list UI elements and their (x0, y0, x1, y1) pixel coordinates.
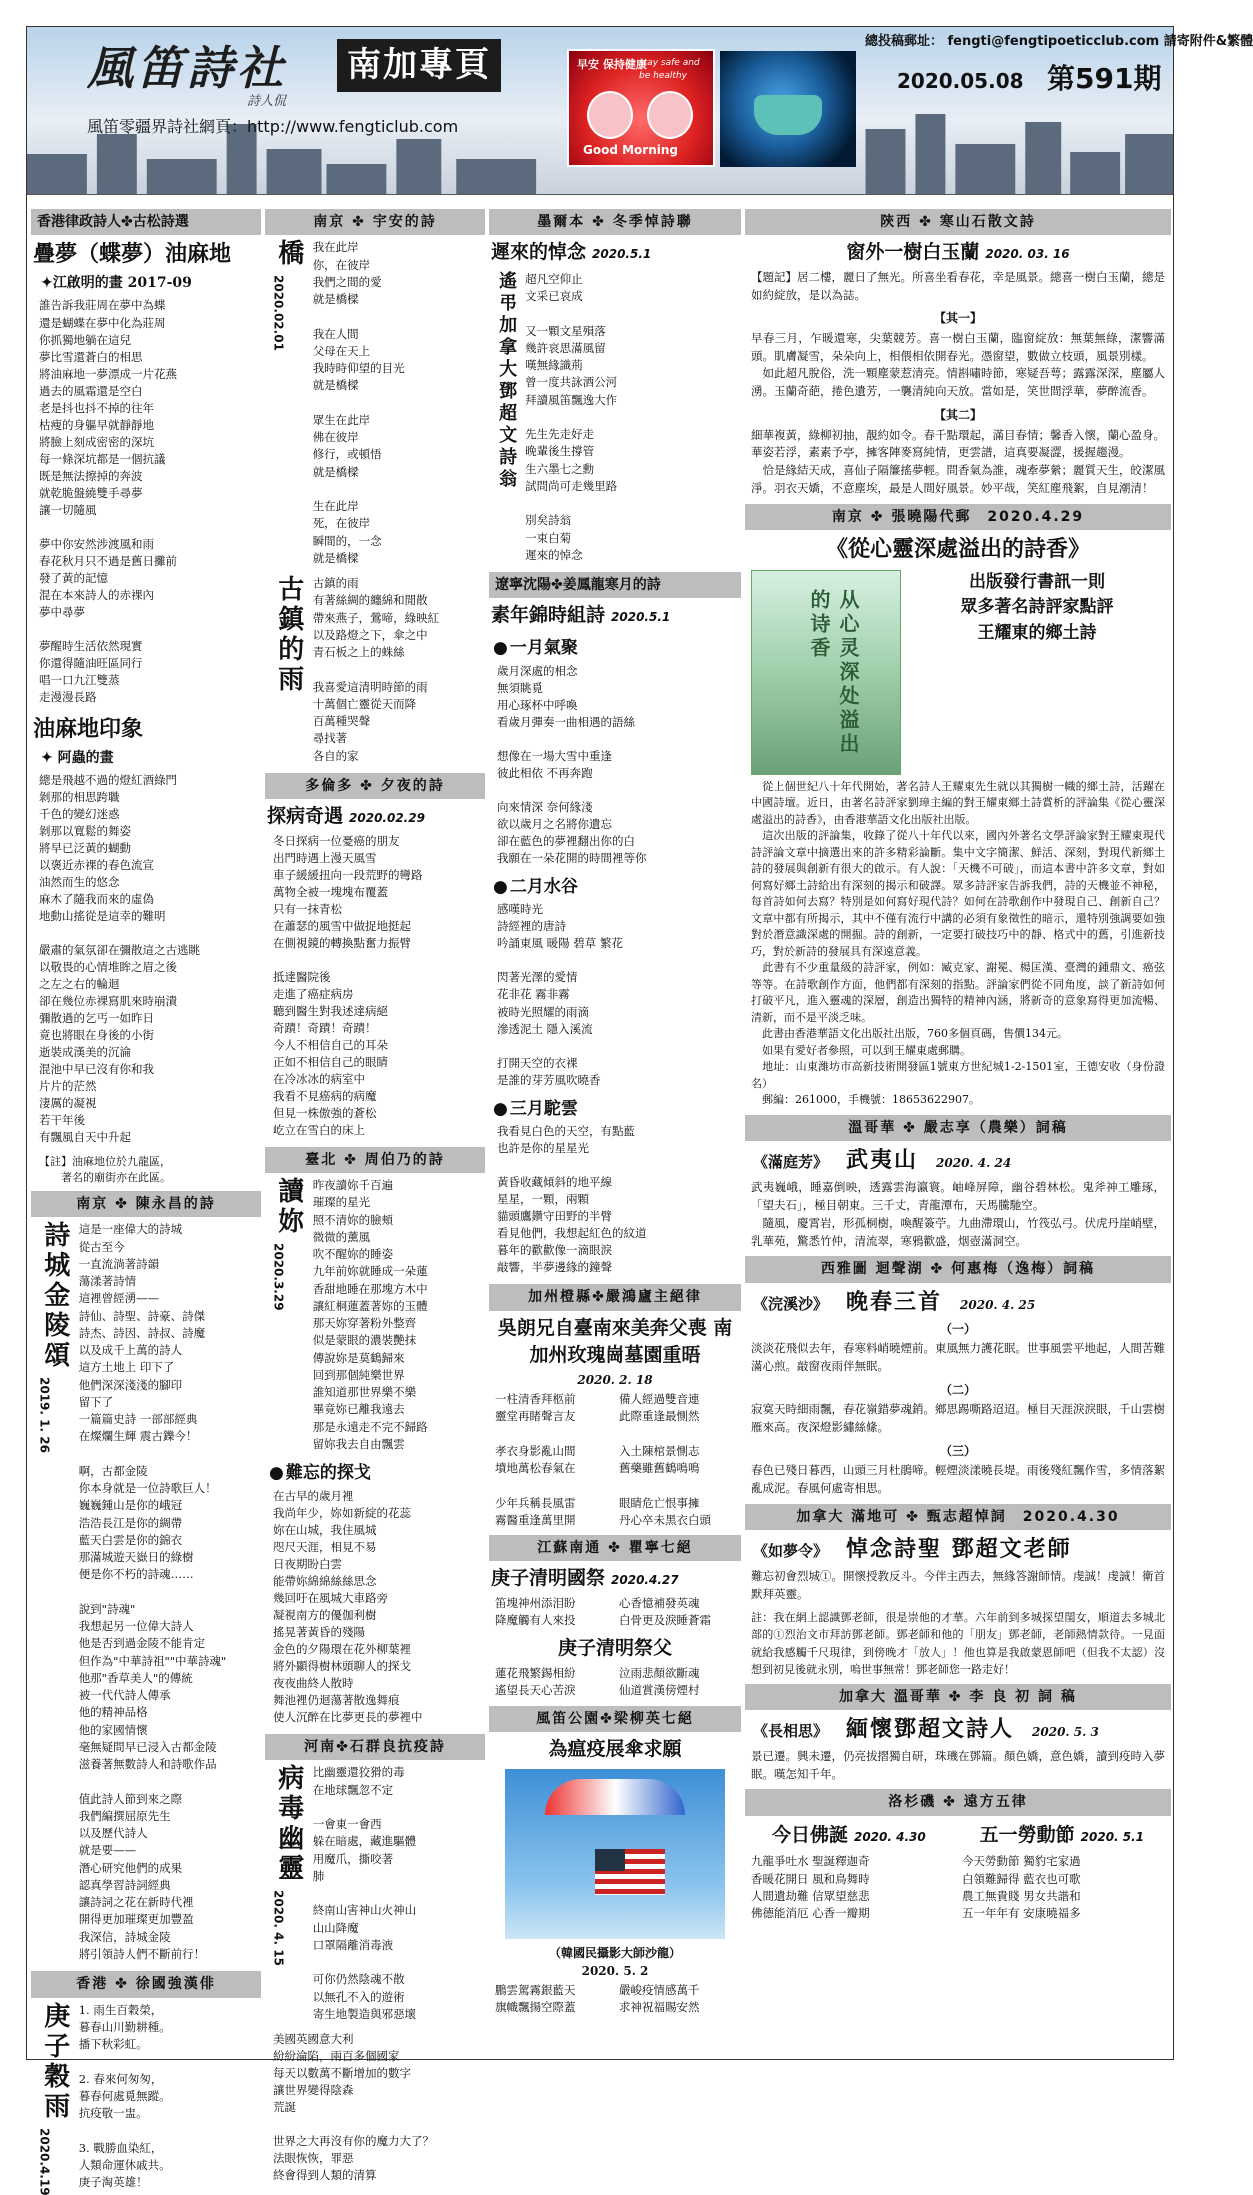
poem-title-text: 今日佛誕 (771, 1823, 848, 1846)
essay-body: 細華複黃，綠柳初抽，靚約如令。春千點環起，滿目春情；馨香入懷，蘭心盈身。華姿若浮，素素予亭，擁客陣麥寫純情，更雲譜，這真要凝澀，援握趨漫。 恰是緣結天成，喜仙子隔簾搖夢輕。問香氣為誰，魂牽夢縈；麗質天生，皎潔風淨。羽衣天嬌，不意塵埃，最是人間好風景。妙平哉，笑紅塵飛絮，自見潮清！ (751, 427, 1165, 495)
section-header-text: 加拿大 滿地可 ✤ 甄志超悼詞 (796, 1508, 1007, 1525)
poem-lines-left: 一柱清香拜柩前 靈堂再睹聲言友 孝衣身影亂山間 墳地萬松春氣在 少年兵稱長風雷 霧醫重逢萬里開 (495, 1392, 576, 1527)
section-header: 南京 ✤ 宇安的詩 (265, 209, 485, 235)
poem-title (491, 602, 739, 630)
section-header-text: 南京 ✤ 張曉陽代郵 (831, 508, 972, 525)
ci-date: 2020. 4. 25 (960, 1297, 1036, 1312)
poem-body (495, 1391, 735, 1529)
poem-block (493, 271, 737, 564)
ci-tune: 《如夢令》 (753, 1541, 829, 1560)
poem-body: 昨夜讀妳千百遍 璀璨的星光 照不清妳的臉頰 微微的薰風 吹不醒妳的睡姿 九年前妳就睡成一朵蓮 香甜地睡在那塊方木中 讓紅桐蓮蓋著妳的玉體 那天妳穿著粉外整齊 似是蒙眼的濃裝艷抹 傳說妳是莫鶴歸來 回到那個純樂世界 誰知道那世界樂不樂 畢竟妳已離我遠去 那是永遠走不完不歸路 留妳我去自由飄雲 (312, 1178, 428, 1451)
poem-body (495, 1595, 735, 1630)
ci-body: 武夷巍峨，睡嘉倒映，透露雲海瀛寰。岫峰屏障，幽谷碧林松。鬼斧神工雕琢，「望夫石」，極目朝東。三千丈，青龍潭布，天馬騰馳空。 隨風，慶霄岩，形孤桐樹，喚醒簽苧。九曲滯環山，竹筏弘弓。伏虎丹崖峭壁，乳華苑，驚悉竹仲，清流翠，寒鴉歡盛，烟壺滿洞空。 (751, 1180, 1165, 1248)
poem-body: 超凡空仰止 文采已哀成 又一顆文星殞落 幾許哀思滿風留 嘆無緣識荊 曾一度共詠酒公河 拜讀風笛飄逸大作 先生先走好走 晚輩後生撐管 生六墨七之勳 試問尚可走幾里路 別矣詩翁 一束白菊 遲來的悼念 (525, 271, 618, 562)
poem-body: 古鎮的雨 有著絲綢的纏綿和閒散 帶來燕子，鶯啼，綠映紅 以及路燈之下，傘之中 青石板之上的蛛絲 我喜愛這清明時節的雨 十萬個亡靈從天而降 百萬種哭聲 尋找著 各自的家 (312, 576, 440, 763)
poem-title: 為瘟疫展傘求願 (548, 1737, 682, 1760)
poem-date: 2019. 1. 26 (37, 1377, 52, 1454)
ci-body: 春色已殘日暮西，山頭三月杜鵑啼。輕煙淡漾曉長堤。雨後殘紅飄作雪，多情落絮亂成泥。春風何處寄相思。 (751, 1462, 1165, 1495)
poem-title: 讀妳 (273, 1177, 304, 1238)
section-title: 南加專頁 (337, 39, 501, 92)
poem-date: 2020.02.29 (349, 811, 425, 826)
book-title: 《從心靈深處溢出的詩香》 (825, 537, 1090, 563)
poem-title (491, 239, 739, 267)
issue-number: 第591期 (1047, 62, 1162, 95)
ci-body: 難忘初會烈城①。開懷授教反斗。今伴主西去，無緣答謝師情。虔誠！虔誠！衛首默拜英靈。 (751, 1568, 1165, 1601)
poem-title-text: 庚子清明國祭 (491, 1567, 606, 1590)
section-header: 溫哥華 ✤ 嚴志享（農樂）詞稿 (745, 1115, 1171, 1141)
ci-note: 註：我在網上認識鄧老師，很是崇他的才華。六年前到多城探望閨女，順道去多城北部的①烈治文市拜訪鄧老師。鄧老師和他的「朋友」鄧老師，老師熱情款待。一見面就給我感觸千尺現律，到傍晚才「放人」！他也算是我啟蒙恩師吧（但我不太認）沒想到初見後就永別，嗚世事無常！鄧老師您一路走好！ (751, 1611, 1165, 1676)
section-marker: （二） (939, 1382, 976, 1397)
poem-body: 總是飛越不過的燈紅酒綠門 剝那的相思跨職 千色的變幻迷惑 剝那以寬鬆的舞姿 將早已泛黃的蝴動 以褒近赤裸的春色流宣 油然而生的悠念 麻木了隨我而來的虛偽 地動山搖從是這幸的難明 嚴肅的氣氛卻在彌散這之古逃眺 以敬畏的心情堆眸之眉之後 之左之右的輪迴 卻在幾位赤裸寫肌來時崩潰 彌散過的乞丐一如昨日 竟也將眼在身後的小街 逝裝成漢美的沉淪 混池中早已沒有你和我 片片的茫然 淒厲的凝視 若干年後 有飄風自天中升起 (39, 773, 200, 1145)
section-header: 西雅圖 迴聲湖 ✤ 何惠梅（逸梅）詞稿 (745, 1256, 1171, 1282)
poem-body (495, 1665, 735, 1700)
section-header: 臺北 ✤ 周伯乃的詩 (265, 1147, 485, 1173)
poem-title-text: 五一勞動節 (979, 1823, 1075, 1846)
issue-date: 2020.05.08 (897, 69, 1024, 93)
poem-title: 庚子清明祭父 (557, 1637, 672, 1660)
poem-lines-right: 今天勞動節 獨豹宅家過 白領難歸得 藍衣也可歌 農工無貴賤 男女共諧和 五一年年有 安康曉福多 (962, 1854, 1081, 1921)
ci-tune: 《滿庭芳》 (753, 1153, 829, 1172)
poem-body: 冬日探病一位憂癌的朋友 出門時遇上漫天風雪 車子緩緩扭向一段荒野的彎路 萬物全被一塊塊布覆蓋 只有一抹青松 在蕭瑟的風雪中做捉地挺起 在側視鏡的轉換點奮力振臂 抵達醫院後 走進了癌症病房 聽到醫生對我述達病絕 奇蹟！奇蹟！奇蹟！ 今人不相信自己的耳朵 正如不相信自己的眼睛 在冷冰冰的病室中 我看不見癌病的病魔 但見一株傲強的蒼松 屹立在雪白的床上 (273, 833, 423, 1137)
ci-body: 淡淡花飛似去年，春寒料峭曉煙前。東風無力護花眠。世事風雲平地起，人間苦難滿心煎。敲窗夜雨伴無眠。 (751, 1340, 1165, 1373)
ci-title-text: 武夷山 (846, 1148, 919, 1174)
poem-title: 疊夢（蝶夢）油麻地 (33, 242, 232, 268)
poem-subtitle: ● 難忘的探戈 (269, 1461, 481, 1486)
poem-title: 油麻地印象 (33, 716, 144, 742)
poem-lines-right: 嚴峻疫情感萬千 求神祝福賜安然 (619, 1983, 700, 2015)
section-header: 洛杉磯 ✤ 遠方五律 (745, 1789, 1171, 1815)
poem-title: 橋 (273, 239, 304, 270)
section-header (745, 504, 1171, 530)
poem-block (269, 1177, 481, 1453)
poem-body: 1. 雨生百穀榮， 暮春山川勤耕種。 播下秋彩虹。 2. 春來何匆匆， 暮春何處覓無蹤。 抗疫敬一盅。 3. 戰勝血染紅， 人類命運休戚共。 庚子淘英雄！ (78, 2002, 171, 2190)
ci-title-text: 緬懷鄧超文詩人 (846, 1716, 1015, 1742)
poem-subtitle: ● 一月氣聚 (493, 636, 737, 661)
poem-note: 【註】油麻地位於九龍區， 著名的廟街亦在此區。 (39, 1155, 171, 1184)
ci-title-text: 悼念詩聖 鄧超文老師 (846, 1536, 1072, 1562)
section-header: 風笛公園✤梁柳英七絕 (489, 1706, 741, 1732)
poem-body (751, 1853, 1165, 1922)
poem-title (267, 803, 483, 831)
ci-title-text: 晚春三首 (846, 1289, 943, 1315)
poem-lines-right: 心香憶補發英魂 白骨更及淚睡蒼霜 (619, 1595, 711, 1628)
poem-body: 美國英國意大利 紛紛淪陷，兩百多個國家 每天以數萬不斷增加的數字 讓世界變得陰森 荒誕 世界之大再沒有你的魔力大了？ 法眼恢恢，罪惡 終會得到人類的清算 (273, 2032, 434, 2183)
morning-note: stay safe and be healthy (639, 58, 700, 82)
poem-subtitle: ● 二月水谷 (493, 875, 737, 900)
masthead (27, 27, 1253, 195)
poem-title (772, 1822, 926, 1850)
poem-body: 誰告訴我莊周在夢中為蝶 還是蝴蝶在夢中化為莊周 你抓獨地躺在這兒 夢比雪還蒼白的相思 將油麻地一夢漂成一片花燕 過去的風霜還是空白 老是抖也抖不掉的往年 枯瘦的身軀早就靜靜地 將臉上刻成密密的深坑 每一條深坑都是一個抗議 既是無法擦掉的奔波 就乾脆盤繞雙手尋夢 讓一切隨風 夢中你安然涉渡風和雨 春花秋月只不過是舊日攤前 發了黃的記憶 混在本來詩人的赤裸內 夢中尋夢 夢醒時生活依然現實 你還得隨油旺區同行 唱一口九江雙蒸 走漫漫長路 (39, 298, 177, 704)
section-header: 香港 ✤ 徐國強漢俳 (31, 1971, 261, 1997)
poem-block (269, 1764, 481, 2023)
section-header: 多倫多 ✤ 夕夜的詩 (265, 773, 485, 799)
book-cover-image (751, 570, 901, 775)
parachute-flag-photo (505, 1769, 725, 1939)
poem-date: 2020. 4.30 (853, 1829, 926, 1844)
poem-title (491, 1565, 739, 1593)
section-header-date: 2020.4.29 (987, 508, 1085, 525)
section-header-date: 2020.4.30 (1022, 1508, 1120, 1525)
poem-body: 這是一座偉大的詩城 從古至今 一直流淌著詩韻 蕩漾著詩情 這裡曾經湧—— 詩仙、詩聖、詩豪、詩傑 詩杰、詩因、詩叔、詩魔 以及成千上萬的詩人 這方土地上 印下了 他們深深淺淺的腳印 留下了 一篇篇史詩 一部部經典 在燦爛生輝 震古鑠今！ 啊，古都金陵 你本身就是一位詩歌巨人！ 巍巍鍾山是你的峨冠 浩浩長江是你的綢帶 藍天白雲是你的錦衣 那滿城遊天嶽日的綠樹 便是你不朽的詩魂…… 說到"詩魂" 我想起另一位偉大詩人 他是否到過金陵不能肯定 但作為"中華詩祖""中華詩魂" 他那"香草美人"的傳統 被一代代詩人傳承 他的精神品格 他的家國情懷 毫無疑問早已浸入古都金陵 滋養著無數詩人和詩歌作品 值此詩人節到來之際 我們編撰屈原先生 以及歷代詩人 就是要—— 潛心研究他們的成果 認真學習詩詞經典 讓詩詞之花在新時代裡 開得更加璀璨更加豐盈 我深信，詩城金陵 將引領詩人們不斷前行！ (78, 1222, 227, 1961)
photo-date: 2020. 5. 2 (581, 1963, 649, 1978)
ci-tune: 《長相思》 (753, 1721, 829, 1740)
poem-title: 吳朗兄自臺南來美奔父喪 南加州玫瑰崗墓園重晤 (497, 1316, 733, 1367)
poem-date: 2020. 5.1 (1080, 1829, 1145, 1844)
poem-body: 我在此岸 你，在彼岸 我們之間的愛 就是橋樑 我在人間 父母在天上 我時時仰望的目光 就是橋樑 眾生在此岸 佛在彼岸 修行，或頓悟 就是橋樑 生在此岸 死，在彼岸 瞬間的，一念 就是橋樑 (312, 240, 405, 565)
face-mask-icon (754, 95, 822, 135)
section-marker: 【其二】 (933, 408, 982, 423)
logo-text: 風笛詩社 (87, 41, 287, 95)
article-columns (27, 207, 1175, 2195)
poem-body (495, 1982, 735, 2017)
ci-title (753, 1714, 1163, 1746)
photo-caption: （韓國民攝影大師沙龍） (548, 1946, 681, 1961)
poem-title: 古鎮的雨 (273, 575, 304, 696)
masked-globe-image (720, 51, 856, 167)
section-header: 河南✤石群良抗疫詩 (265, 1734, 485, 1760)
book-article: 從上個世紀八十年代開始，著名詩人王耀東先生就以其獨樹一幟的鄉土詩，活躍在中國詩壇。近日，由著名詩評家劉璋主編的對王耀東鄉土詩賞析的評論集《從心靈深處溢出的詩香》，由香港華語文化出版社出版。 這次出版的評論集，收錄了從八十年代以來，國內外著名文學評論家對王耀東現代詩評論文章中摘選出來的許多精彩論斷。集中文字簡潔、鮮活、深刻，對現代新鄉土詩的發展與創新有很大的啟示。有人說：「天機不可破」，而這本書中許多文章，對如何寫好鄉土詩給出有深刻的揭示和破譯。眾多詩評家告訴我們，詩的天機並不神秘，每首詩如何去寫？特別是如何寫好現代詩？如何在詩歌創作中發現自己、創新自己？文章中都有所揭示，其中不僅有流行中講的必須有象徵性的暗示，還特別強調要如強對於潛意識深處的開掘。詩的創新，一定要打破技巧中的靜、格式中的舊，引進新技巧，對於新詩的發展具有深遠意義。 此書有不少重量級的詩評家，例如：臧克家、謝冕、楊匡漢、臺灣的鍾鼎文、癌弦等等。在詩歌創作方面，他們都有深刻的指點。評論家們從不同角度，談了新詩如何打破平凡，進入靈魂的深層，創造出獨特的精神內涵，將新奇的意象寫得更加流暢、清新，而不是平淡乏味。 此書由香港華語文化出版社出版，760多個頁碼，售價134元。 如果有愛好者參照，可以到王耀東處郵購。 地址：山東濰坊市高新技術開發區1號東方世紀城1-2-1501室，王德安收（身份證名） 郵編：261000，手機號：18653622907。 (751, 779, 1165, 1107)
poem-date: 2020.3.29 (271, 1243, 286, 1311)
section-header: 江蘇南通 ✤ 瞿寧七絕 (489, 1535, 741, 1561)
poem-block (35, 1221, 257, 1963)
poem-title (980, 1822, 1144, 1850)
poem-lines-left: 鵬雲駕霧銀藍天 旗幟飄揚空際蓋 (495, 1983, 576, 2015)
poem-body: 在古早的歲月裡 我尚年少，妳如新綻的花蕊 妳在山城，我住風城 咫尺天涯，相見不易 日夜期盼白雲 能帶妳綿綿絲絲思念 幾回吁在風城大車路旁 凝視南方的優伽利樹 搖晃著黃昏的殘陽 金色的夕陽環在花外柳葉裡 將外顯得樹林頭聊人的探戈 夜夜曲終人散時 舞池裡仍迴蕩著散逸舞痕 使人沉醉在比夢更長的夢裡中 (273, 1488, 423, 1725)
poem-body: 比幽靈還狡猾的毒 在地球飄忽不定 一會東一會西 躲在暗處，藏進驅體 用魔爪，撕咬著 肺 終南山害神山火神山 山山降魔 口罩隔離消毒液 可你仍然陰魂不散 以無孔不入的遊術 寄生地製造與邪惡壞 (312, 1765, 417, 2021)
ci-title (753, 1534, 1163, 1566)
column-2 (265, 207, 485, 2183)
essay-body: 早春三月，乍暖還寒，尖葉競芳。喜一樹白玉蘭，臨窗綻放：無葉無綠，潔響滿頭。肌膚凝雪，朵朵向上，相偎相依開春光。憑窗望，數做立枝頭，風景別樣。 如此超凡脫俗，洗一顆塵蒙惹清亮。情斟嘯時節，寒疑吾萼；露露深深，塵屬人湧。玉蘭奇葩，捲色遺芳，一襲清純向天放。當如是，笑世間浮華，夢醉流香。 (751, 330, 1165, 399)
essay-date: 2020. 03. 16 (985, 247, 1070, 262)
section-header (745, 1504, 1171, 1530)
section-header: 遼寧沈陽✤姜鳳龍寒月的詩 (489, 572, 741, 598)
ci-title (753, 1145, 1163, 1177)
essay-title-text: 窗外一樹白玉蘭 (846, 241, 980, 264)
poem-subtitle: ✦江啟明的畫 2017-09 (41, 275, 192, 292)
logo-signature: 詩人侃 (247, 94, 287, 109)
poem-date: 2020. 4. 15 (271, 1890, 286, 1967)
poem-body: 歲月深處的相念 無須眺覓 用心琢杯中呼喚 看歲月彈奏一曲相遇的語絲 想像在一場大雪中重逢 彼此相依 不再奔跑 向來情深 奈何緣淺 欲以歲月之名將你遺忘 卻在藍色的夢裡翻出你的白 我願在一朵花開的時間裡等你 (497, 663, 647, 865)
poem-title: 詩城金陵頌 (39, 1221, 70, 1372)
submission-email[interactable]: 總投稿郵址： fengti@fengtipoeticclub.com 請寄附件&繁體 (865, 34, 1253, 49)
poem-body: 我看見白色的天空，有點藍 也許是你的星星光 黃昏收藏傾斜的地平線 星星，一顆，兩顆 貓頭鷹鑽守田野的半臂 看見他們，我想起紅色的紋道 暮年的歡歡像一滴眼淚 敲響，半夢邊緣的鐘聲 (497, 1124, 647, 1275)
poem-date: 2020.5.1 (592, 247, 652, 262)
poem-title-text: 遲來的悼念 (491, 241, 587, 264)
poem-block (35, 2002, 257, 2195)
poem-body: 感嘆時光 詩經裡的唐詩 吟誦東風 暖陽 碧草 繁花 閃著光澤的愛情 花非花 霧非霧 被時光照耀的雨滴 滲透泥土 隱入溪流 打開天空的衣裸 是誰的芽芳風吹曉香 (497, 902, 623, 1087)
poem-date: 2020.4.19 (37, 2127, 52, 2195)
poem-block (269, 575, 481, 765)
parachute-icon (545, 1779, 685, 1815)
essay-title (747, 239, 1169, 267)
section-header: 墨爾本 ✤ 冬季悼詩聯 (489, 209, 741, 235)
poem-date: 2020.5.1 (611, 610, 671, 625)
pig-icon (647, 91, 693, 139)
book-announcement (751, 570, 1165, 775)
poem-lines-left: 蓮花飛繁錫相紛 遙望長天心苦淚 (495, 1666, 576, 1698)
book-cover-title: 从心灵深处溢出的诗香 (807, 588, 860, 757)
poem-lines-left: 笛塊神州添泪盼 降魔觸有人來投 (495, 1595, 576, 1628)
morning-caption: Good Morning (583, 142, 678, 157)
poem-lines-left: 九龍爭吐水 聖誕釋迦奇 香暖花開日 風和鳥舞時 人間遺劫難 信眾望慈悲 佛德能消厄 心香一瓣期 (751, 1854, 870, 1921)
newspaper-page (26, 26, 1253, 2195)
poem-date: 2020. 2. 18 (577, 1372, 653, 1387)
poem-lines-right: 泣雨悲顏欲斷魂 仙道賞漢傍煙村 (619, 1666, 700, 1698)
ci-tune: 《浣溪沙》 (753, 1294, 829, 1313)
book-headline: 出版發行書訊一則 眾多著名詩評家點評 王耀東的鄉土詩 (960, 571, 1114, 643)
poem-date: 2020.4.27 (611, 1573, 679, 1588)
column-4 (745, 207, 1171, 2057)
morning-greeting: 早安 保持健康 (577, 58, 647, 71)
section-marker: （一） (939, 1321, 976, 1336)
poem-subtitle: ✦ 阿蟲的畫 (41, 749, 114, 766)
section-header: 加拿大 溫哥華 ✤ 李 良 初 詞 稿 (745, 1684, 1171, 1710)
poem-title: 病毒幽靈 (273, 1764, 304, 1885)
ci-body: 景已遷。興未遷，仍亮拔摺獨自研，珠璣在鄧篇。顏色嬌，意色嬌，讀到疫時入夢眠。嘆怎知千年。 (751, 1748, 1165, 1781)
section-header: 陝西 ✤ 寒山石散文詩 (745, 209, 1171, 235)
section-marker: 【其一】 (933, 311, 982, 326)
poem-lines-right: 備人經過雙音連 此際重逢最惻然 入土陳棺景惻志 舊藥雖舊鶴鳴鳴 眼睛危亡恨事擁 丹心卒未黑衣白頭 (619, 1392, 711, 1527)
poem-title-text: 素年錦時組詩 (491, 604, 606, 627)
dedication-title: 遙弔加拿大鄧超文詩翁 (496, 270, 518, 491)
ci-title (753, 1287, 1163, 1319)
section-header: 南京 ✤ 陳永昌的詩 (31, 1191, 261, 1217)
ci-date: 2020. 5. 3 (1032, 1724, 1099, 1739)
pig-icon (587, 91, 633, 139)
poem-date: 2020.02.01 (271, 275, 286, 352)
essay-intro: 【題記】居二樓，麗日了無光。所喜坐看春花，幸是風景。總喜一樹白玉蘭，總是如約綻放，是以為誌。 (751, 269, 1165, 302)
website-link[interactable]: 風笛零疆界詩社網頁：http://www.fengticlub.com (87, 117, 459, 136)
poem-title-text: 探病奇遇 (267, 805, 344, 828)
column-3 (489, 207, 741, 2057)
poem-subtitle: ● 三月駝雲 (493, 1097, 737, 1122)
ci-date: 2020. 4. 24 (936, 1156, 1012, 1171)
section-header: 香港律政詩人✤古松詩選 (31, 209, 261, 235)
poem-titles-row (745, 1820, 1171, 1852)
column-1 (31, 207, 261, 2195)
ci-body: 寂寞天時細雨飄，春花嶺錯夢魂銷。鄉思踢嘶路迢迢。極目天涯淚淚眼，千山雲樹雁來高。夜深燈影繡絲絛。 (751, 1401, 1165, 1434)
good-morning-image (567, 49, 715, 167)
us-flag-icon (595, 1849, 665, 1895)
section-marker: （三） (939, 1443, 976, 1458)
poem-title: 庚子穀雨 (39, 2001, 70, 2122)
section-header: 加州橙縣✤嚴鴻廬主絕律 (489, 1284, 741, 1310)
poem-block (269, 239, 481, 567)
